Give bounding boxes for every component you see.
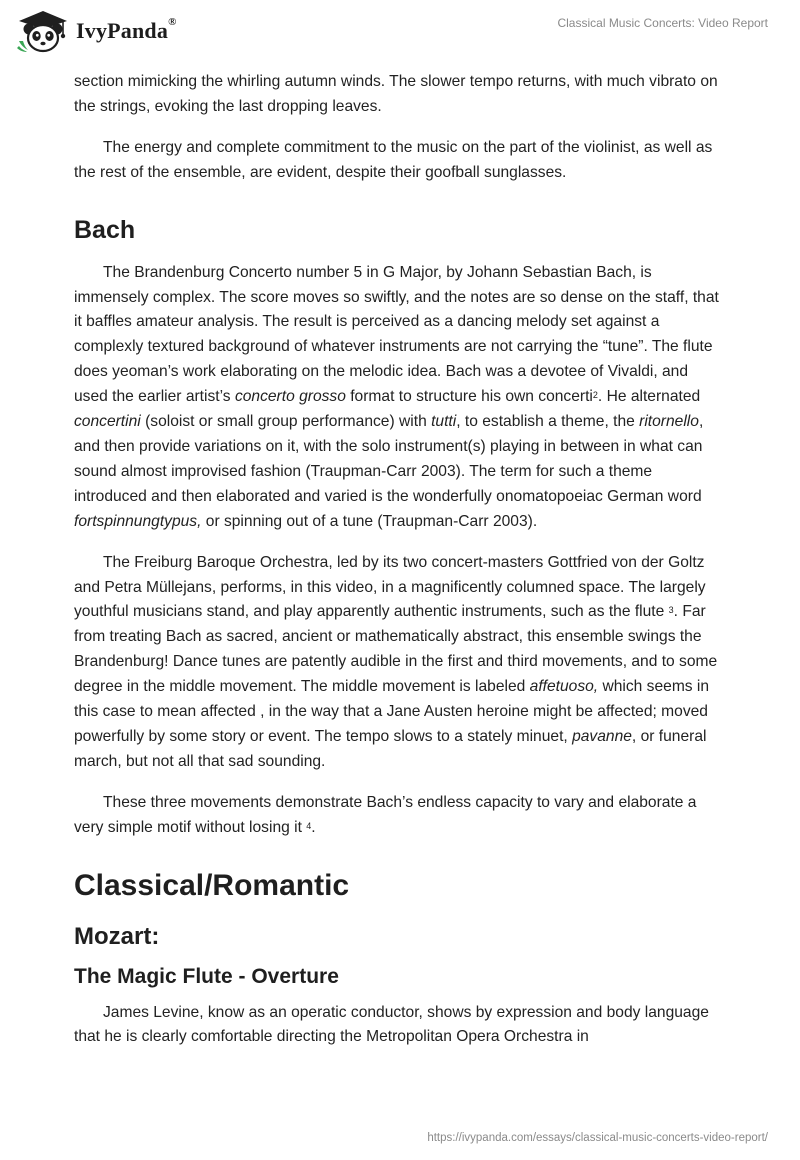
panda-graduate-icon bbox=[14, 8, 72, 54]
paragraph-bach-1 bbox=[74, 261, 726, 535]
heading-classical-romantic: Classical/Romantic bbox=[74, 868, 350, 902]
ivypanda-logo[interactable] bbox=[14, 8, 204, 54]
text-run: or spinning out of a tune (Traupman-Carr 2003). bbox=[201, 512, 538, 530]
heading-mozart: Mozart: bbox=[74, 922, 160, 950]
italic-term: concerto grosso bbox=[234, 388, 346, 406]
text-run: . He alternated bbox=[597, 388, 701, 406]
text-run: (soloist or small group performance) with bbox=[140, 413, 432, 431]
text-run: The Brandenburg Concerto number 5 in G Major, by Johann Sebastian Bach, is immensely complex. The score moves so swiftly, and the notes are so dense on the staff, that it baffles amateur analysis. The result is perceived as a dancing melody set against a complexly textured background of whatever instruments are not carrying the “tune”. The flute does yeoman’s work elaborating on the melodic idea. Bach was a devotee of Vivaldi, and used the earlier artist’s bbox=[74, 263, 719, 406]
paragraph-energy: The energy and complete commitment to the music on the part of the violinist, as well as the rest of the ensemble, are evident, despite their goofball sunglasses. bbox=[74, 138, 713, 181]
paragraph-bach-2 bbox=[74, 551, 726, 775]
text-run: The Freiburg Baroque Orchestra, led by its two concert-masters Gottfried von der Goltz and Petra Müllejans, performs, in this video, in a magnificently columned space. The largely youthful musicians stand, and play apparently authentic instruments, such as the flute bbox=[74, 553, 706, 621]
paragraph-levine: James Levine, know as an operatic conductor, shows by expression and body language that he is clearly comfortable directing the Metropolitan Opera Orchestra in bbox=[74, 1003, 709, 1046]
document-title: Classical Music Concerts: Video Report bbox=[557, 16, 768, 30]
italic-term: affetuoso, bbox=[529, 678, 599, 696]
source-url[interactable]: https://ivypanda.com/essays/classical-music-concerts-video-report/ bbox=[427, 1132, 768, 1144]
page-header bbox=[0, 0, 800, 60]
registered-mark: ® bbox=[168, 16, 177, 28]
text-run: , to establish a theme, the bbox=[456, 413, 640, 431]
footnote-ref[interactable]: 4 bbox=[306, 820, 312, 831]
italic-term: tutti bbox=[431, 413, 457, 431]
heading-bach: Bach bbox=[74, 215, 136, 244]
italic-term: ritornello bbox=[639, 413, 699, 431]
italic-term: fortspinnungtypus, bbox=[74, 512, 202, 530]
italic-term: pavanne bbox=[572, 727, 632, 745]
footnote-ref[interactable]: 3 bbox=[668, 605, 674, 616]
text-run: . Far from treating Bach as sacred, ancient or mathematically abstract, this ensemble swings the Brandenburg! Dance tunes are patently audible in the first and third movements, and to some degree in the middle movement. The middle movement is labeled bbox=[74, 603, 718, 696]
italic-term: concertini bbox=[74, 413, 141, 431]
logo-text bbox=[76, 18, 177, 44]
text-run: which seems in this case to mean affected , in the way that a Jane Austen heroine might be affected; moved powerfully by some story or event. The tempo slows to a stately minuet, bbox=[74, 678, 710, 745]
text-run: These three movements demonstrate Bach’s endless capacity to vary and elaborate a very simple motif without losing it bbox=[74, 793, 697, 836]
text-run: format to structure his own concerti bbox=[345, 388, 593, 406]
essay-content bbox=[74, 70, 726, 1050]
footnote-ref[interactable]: 2 bbox=[592, 390, 598, 401]
text-run: . bbox=[311, 818, 316, 836]
text-run: , and then provide variations on it, with the solo instrument(s) playing in between in what can sound almost improvised fashion (Traupman-Carr 2003). The term for such a theme introduced and then elaborated and varied is the wonderfully onomatopoeiac German word bbox=[74, 413, 704, 505]
text-run: , or funeral march, but not all that sad sounding. bbox=[74, 727, 707, 770]
paragraph-continuation: section mimicking the whirling autumn winds. The slower tempo returns, with much vibrato on the strings, evoking the last dropping leaves. bbox=[74, 73, 718, 115]
heading-magic-flute: The Magic Flute - Overture bbox=[74, 964, 339, 988]
brand-name: IvyPanda bbox=[76, 18, 169, 43]
paragraph-bach-3 bbox=[74, 791, 726, 841]
